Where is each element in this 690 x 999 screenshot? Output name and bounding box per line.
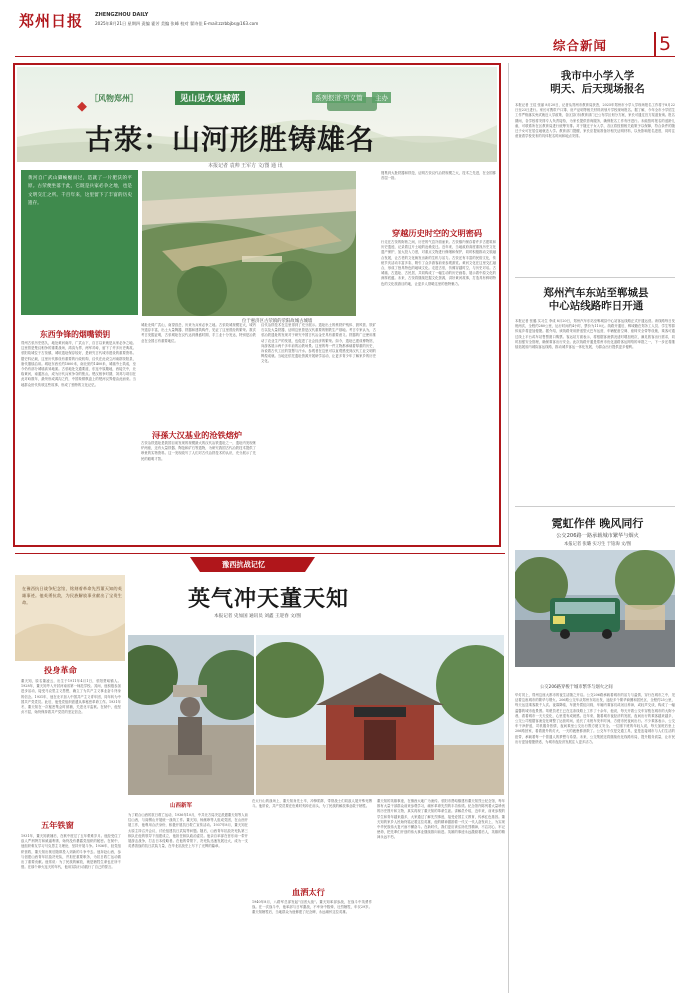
bottom-feature-tag: 豫西抗战记忆 bbox=[222, 560, 266, 569]
right-lower-photo bbox=[515, 550, 675, 667]
feature-col4b-text: 行走在古荥的街巷之间，历史的气息扑面而来。古荥镇内保存着许多古建筑和历史遗迹，记录着这片土地的沧桑变迁。近年来，当地政府高度重视历史文化遗产保护，加大投入力度，对重点文物进行修缮和保护，同时积极推动文旅融合发展，让古老的文化焕发出新的生机与活力。古荥还有丰富的民俗文化，传统节庆活动丰富多彩，吸引了众多游客前来参观游览。黄河文化在这里交汇融合，形成了独具特色的地域文化。走进古荥，仿佛穿越时空，与历史对话。古城墙、古遗址、古民居，共同构成了一幅生动的历史画卷，展示着中原文化的深厚底蕴。未来，古荥将继续挖掘文化资源，讲好黄河故事，打造具有鲜明特色的文化旅游目的地，让更多人领略这里的独特魅力。 bbox=[381, 240, 496, 286]
bottom-sub-mid: 血洒太行 bbox=[292, 887, 325, 897]
right-top-body: 本报记者 王玟 张丽 8月20日，记者从郑州市教育局获悉，2025年郑州市小学入学现场报名工作将于8月22日至23日进行。家长可携带户口簿、房产证明等相关材料到划片学校现场报名。据了解，今年全市小学招生工作严格落实免试就近入学政策，各区县(市)教育部门已公布学区划分方案，家长可通过官方渠道查询。报名期间，各学校将安排专人负责接待，为家长提供咨询服务，确保报名工作有序进行。未能按时报名的适龄儿童，可联系所在区教育局进行统筹安排。对于随迁子女入学，各区将按照相关政策予以保障，符合条件的随迁子女可在居住地就近入学。教育部门提醒，家长应提前准备好相关证明材料，以免影响报名进度，同时注意查看学校发布的具体报名时间和地点安排。 bbox=[515, 103, 675, 139]
right-top-title: 我市中小学入学 明天、后天现场报名 bbox=[550, 70, 645, 95]
feature-col3-text: 汉代冶铁技术在这里得到了充分展示。遗址出土的炼铁炉残体、鼓风管、铁矿石以及大量铁器，证明这里曾是汉代重要的钢铁生产基地。考古专家认为，古荥冶铁遗址的发现对于研究中国古代冶金史具有重要意义。铁器的广泛使用推动了农业生产的发展，也促进了社会经济的繁荣。如今，遗址已建成博物馆，向游客展示两千多年前的冶铁场景。这里的每一件文物都承载着厚重的历史，诉说着古代工匠的智慧与汗水。参观者在这里可以直观感受到汉代工业文明的辉煌成就。当地还依托遗址资源开展研学活动，让更多青少年了解家乡的历史文化。 bbox=[261, 323, 376, 364]
newspaper-en: ZHENGZHOU DAILY bbox=[95, 12, 149, 18]
bottom-col2-text: 为了联合山西的抗日救亡运动，1936年10月，中共北方局决定派遣董天知等人前往山西，与阎锡山开展统一战线工作。董天知、杨献珍等人组成党团，在山西开展工作，他利用合法身份，积极开展抗日救亡宣传活动。1937年8月，董天知在太原主持召开会议，讨论组建抗日武装等问题。随后，山西青年抗敌决死队第三纵队在他的领导下组建成立，他担任纵队政治委员。他亲自率部在晋东南一带开展游击战争，打击日本侵略者。在他的带领下，决死队迅速发展壮大，成为一支英勇善战的抗日武装力量，在华北抗战史上写下了光辉的篇章。 bbox=[128, 813, 248, 849]
feature-col1-text: 郑州古荥历史悠久，地处黄河南岸，广武山下，自古以来就是兵家必争之地。这里曾是楚汉相争的重要战场，鸿沟为界，两军对峙，留下了许多历史典故。荥阳故城位于古荥镇，城垣遗址保存较好，是研究古代城市建设的重要资料。据史料记载，这里历代都设有重要的行政机构，汉代在此设立河南郡荥阳县，唐代继续沿用。城址东西长约1800米，南北宽约1400米，城墙夯土筑成，至今仍有部分城墙高耸地面。古荥地处交通要道，东连中原腹地，西接关中，北临黄河，南通嵩山，成为历代兵家争夺的焦点。楚汉相争时期，刘邦与项羽在此对峙数年，最终形成鸿沟之约，中国象棋棋盘上的楚河汉界便由此而来。当地群众世代传颂这些故事，形成了独特的文化记忆。 bbox=[21, 341, 136, 387]
bottom-col1-text: 董天知，原名董凌云，出生于1911年4月1日，荥阳贾峪镇人。1928年，董天知考入开封河南省第一师范学校。其间，他积极参加进步活动，接受马克思主义思想，确立了为共产主义事业奋斗终身的信念。1931年，他在北平加入中国共产主义青年团，同年转为中国共产党党员。此后，他受党组织派遣从事秘密革命工作。1931年冬，董天知在一次秘密集会时被捕，关进北平监狱。在狱中，他坚贞不屈，始终保持着共产党员的坚定信念。 bbox=[21, 679, 121, 715]
feature-lead: 黄河自广武山脚蜿蜒而过，造就了一片肥沃的平原。古荥便坐落于此，它既是兵家必争之地，也是文明交汇之所。千百年来，这里留下了丰富的历史遗存。 bbox=[28, 176, 132, 206]
feature-title: 古荥：山河形胜铸雄名 bbox=[85, 123, 376, 156]
right-lower-byline: 本报记者 张璐 实习生 于铂淘 文/图 bbox=[563, 542, 632, 547]
bottom-col1b-text: 1931年，董天知被捕后，在狱中度过了五年艰难岁月。他经受住了敌人严刑拷打和威逼利诱，始终没有暴露党组织的秘密。在狱中，他组织难友学习马克思主义理论，坚持开展斗争。1936年，经党组织营救，董天知出狱后随即投入到新的斗争中去。他奔赴山西，参与创建山西青年抗敌决死队，并担任重要职务，为抗日救亡运动做出了重要贡献。他常说：为了民族的解放，就是牺牲生命也在所不惜。在那个烽火连天的年代，他用实际行动践行了自己的誓言。 bbox=[21, 834, 121, 870]
masthead-info: 2025年8月21日 星期四 责编 霍芳 美编 张峰 校对 翟诗佳 E-mail:zzrbbjbs@163.com bbox=[95, 21, 259, 26]
feature-kicker-right: 见山见水见城郭 bbox=[175, 91, 245, 105]
masthead-rule bbox=[15, 56, 675, 57]
feature-col2b-text: 古荥冶铁遗址是我国目前发现的规模最大的汉代冶铁遗址之一，遗址内发现炼炉两座，还有大量铁器、陶范和矿石等遗物，为研究我国古代冶铁技术提供了珍贵的实物资料。这一发现改写了人们对古代冶铁技术的认识，充分展示了先民的聪明才智。 bbox=[141, 441, 256, 461]
feature-col2-text: 城址北倚广武山，南望嵩岳，历来为兵家必争之地。古荥故城规模宏大，城内外遗存丰富，出土大量陶器、铁器和建筑构件，见证了这里曾经的繁荣。数次考古发掘证明，古荥城址在汉代达到鼎盛时期，手工业十分发达，特别是冶铁业在全国占有重要地位。 bbox=[141, 323, 256, 343]
bottom-col3b-text: 1940年8月，八路军总部发起"百团大战"。董天知率部参战，在战斗中英勇作战。在一次战斗中，他率部与日军激战，不幸身中数弹，壮烈牺牲，年仅29岁。董天知牺牲后，当地群众为他修建了纪念碑，永远缅怀这位英雄。 bbox=[252, 900, 372, 915]
right-mid-title: 郑州汽车东站至郸城县 中心站线路昨日开通 bbox=[543, 287, 649, 312]
right-top-rule bbox=[515, 277, 675, 278]
bottom-col3-text: 在太行山的战场上，董天知身先士卒，冲锋陷阵，带领战士们同敌人展开殊死搏斗。他常说，共产党员要在危难时刻冲在前头，为了民族的解放事业敢于牺牲。 bbox=[252, 799, 372, 809]
bottom-feature-intro: 在豫西抗日战争纪念馆，铭刻着革命先烈董天知的英雄事迹。他英勇抗敌，为民族解放事业献出了宝贵生命。 bbox=[22, 586, 122, 605]
bottom-col4-text: 董天知的英雄事迹，在豫西大地广为流传。荥阳市贾峪镇建有董天知烈士纪念馆，每年都有大量干部群众前来参观学习，缅怀革命先烈的丰功伟绩。纪念馆内陈列着大量珍贵的历史图片和文物，真实再现了董天知的革命生涯。讲解员介绍，近年来，前来参观的学生和青年越来越多，大家通过了解先烈事迹，接受爱国主义教育，传承红色基因。董天知的家乡人民始终铭记着这位英雄，他的精神激励着一代又一代人奋发向上，为实现中华民族伟大复兴而不懈奋斗。在新时代，我们更应该弘扬先烈精神，不忘初心、牢记使命，把先辈们开创的伟大事业继续推向前进。英雄的事迹永远激励着后人，英雄的精神永远不朽。 bbox=[377, 799, 505, 840]
newspaper-logo: 郑州日报 bbox=[19, 12, 84, 30]
bottom-photo-right bbox=[256, 635, 504, 795]
bottom-sub-left1: 投身革命 bbox=[44, 665, 77, 675]
bottom-sub-left2: 五年铁窗 bbox=[41, 820, 74, 830]
section-name: 综合新闻 bbox=[553, 38, 608, 53]
right-mid-body: 本报记者 张璐 实习生 李成 8月20日，郑州汽车东站至郸城县中心站客运线路正式开通运营。该线路每日发班两次，全程约280公里，运行时间约4小时，票价为110元。线路开通后，郸城籍在郑务工人员、学生等群体返乡将更加便捷。据介绍，该线路采用舒适型大巴车运营，车辆配备空调、座椅安全带等设施，乘客可通过线上平台或车站售票窗口购票。客运站方面表示，将根据客流情况适时增加班次，满足旅客出行需求，同时加强安全管理，确保乘客出行安全。此次线路开通是郑州市优化道路客运网络的举措之一，下一步还将继续拓展省内城际客运线路，推动城乡客运一体化发展，为群众出行提供更多便利。 bbox=[515, 319, 675, 350]
feature-kicker-small: 系列报道·巩义篇 bbox=[312, 92, 366, 103]
feature-sub1: 东西争锋的烟嘴锁钥 bbox=[40, 330, 111, 339]
feature-kicker-left: ［风物郑州］ bbox=[90, 94, 138, 103]
right-lower-sub: 公交206路一路承载城市繁华与烟火 bbox=[556, 533, 639, 539]
col-divider bbox=[508, 63, 509, 993]
bottom-feature-title: 英气冲天董天知 bbox=[188, 587, 350, 612]
bottom-photo-left bbox=[128, 635, 254, 795]
feature-byline: 本报记者 袁帅 王军方 文/图 通 讯 bbox=[208, 163, 283, 169]
masthead bbox=[15, 8, 675, 55]
feature-photo bbox=[142, 171, 356, 316]
right-mid-rule bbox=[515, 506, 675, 507]
bottom-photo-caption: 山西新军 bbox=[170, 803, 193, 809]
right-lower-title: 霓虹作伴 晚风同行 bbox=[551, 517, 644, 530]
bottom-feature-byline: 本报记者 史加国 通讯员 刘鑫 王迎春 文/图 bbox=[214, 614, 301, 619]
bottom-feature-rule bbox=[15, 553, 505, 554]
feature-photo-caption: 位于惠济区古荥镇的荥阳故城古城墙 bbox=[242, 319, 313, 324]
right-lower-photo-caption: 公交206路穿梭于城市繁华与烟火之间 bbox=[540, 685, 613, 690]
feature-col4-text: 搜集到大批铁器和铁范，证明古荥汉代冶铁规模之大，技术之先进，在全国都首屈一指。 bbox=[381, 171, 496, 181]
feature-sub2: 浔孫大汉基业的沧铁熔炉 bbox=[152, 430, 243, 440]
feature-kicker-tail: 主办 bbox=[372, 92, 391, 103]
page-number: 5 bbox=[659, 33, 672, 55]
feature-sub3: 穿越历史时空的文明密码 bbox=[392, 228, 483, 238]
right-lower-body: 华灯初上，郑州这座大都市的夜生活随之开启。公交206路承载着城市的活力与温情，穿行在城市之中，见证着这座城市的繁华与烟火。206路公交车从郑州东站出发，途经多个繁华商圈和居民区，全程约25公里，每天运送乘客数千人次。夜幕降临，车窗外霓虹闪烁，车厢内乘客们或闭目养神，或轻声交谈，构成了一幅温馨的城市夜景图。驾驶员老王已在这条线路上工作了十余年，他说，每天开着公交车穿梭在城市的大街小巷，看着城市一天天变化，心里很有成就感。近年来，随着城市夜经济的发展，夜间出行的乘客越来越多，公交公司根据客流变化调整了运营时间，延长了末班车发车时间，方便市民夜间出行。不少乘客表示，公交车干净舒适，司机服务热情，夜间乘坐公交出行既方便又安全。一位刚下班的年轻人说，每天加班后坐上206路回家，看着窗外的灯火，一天的疲惫都消散了。公交车不仅是交通工具，更是连接城市与人们生活的纽带，承载着每一个普通人的梦想与希望。未来，公交集团还将继续优化线路布局，提升服务质量，让市民出行更加便捷舒适，为城市夜经济发展注入更多活力。 bbox=[515, 693, 675, 744]
